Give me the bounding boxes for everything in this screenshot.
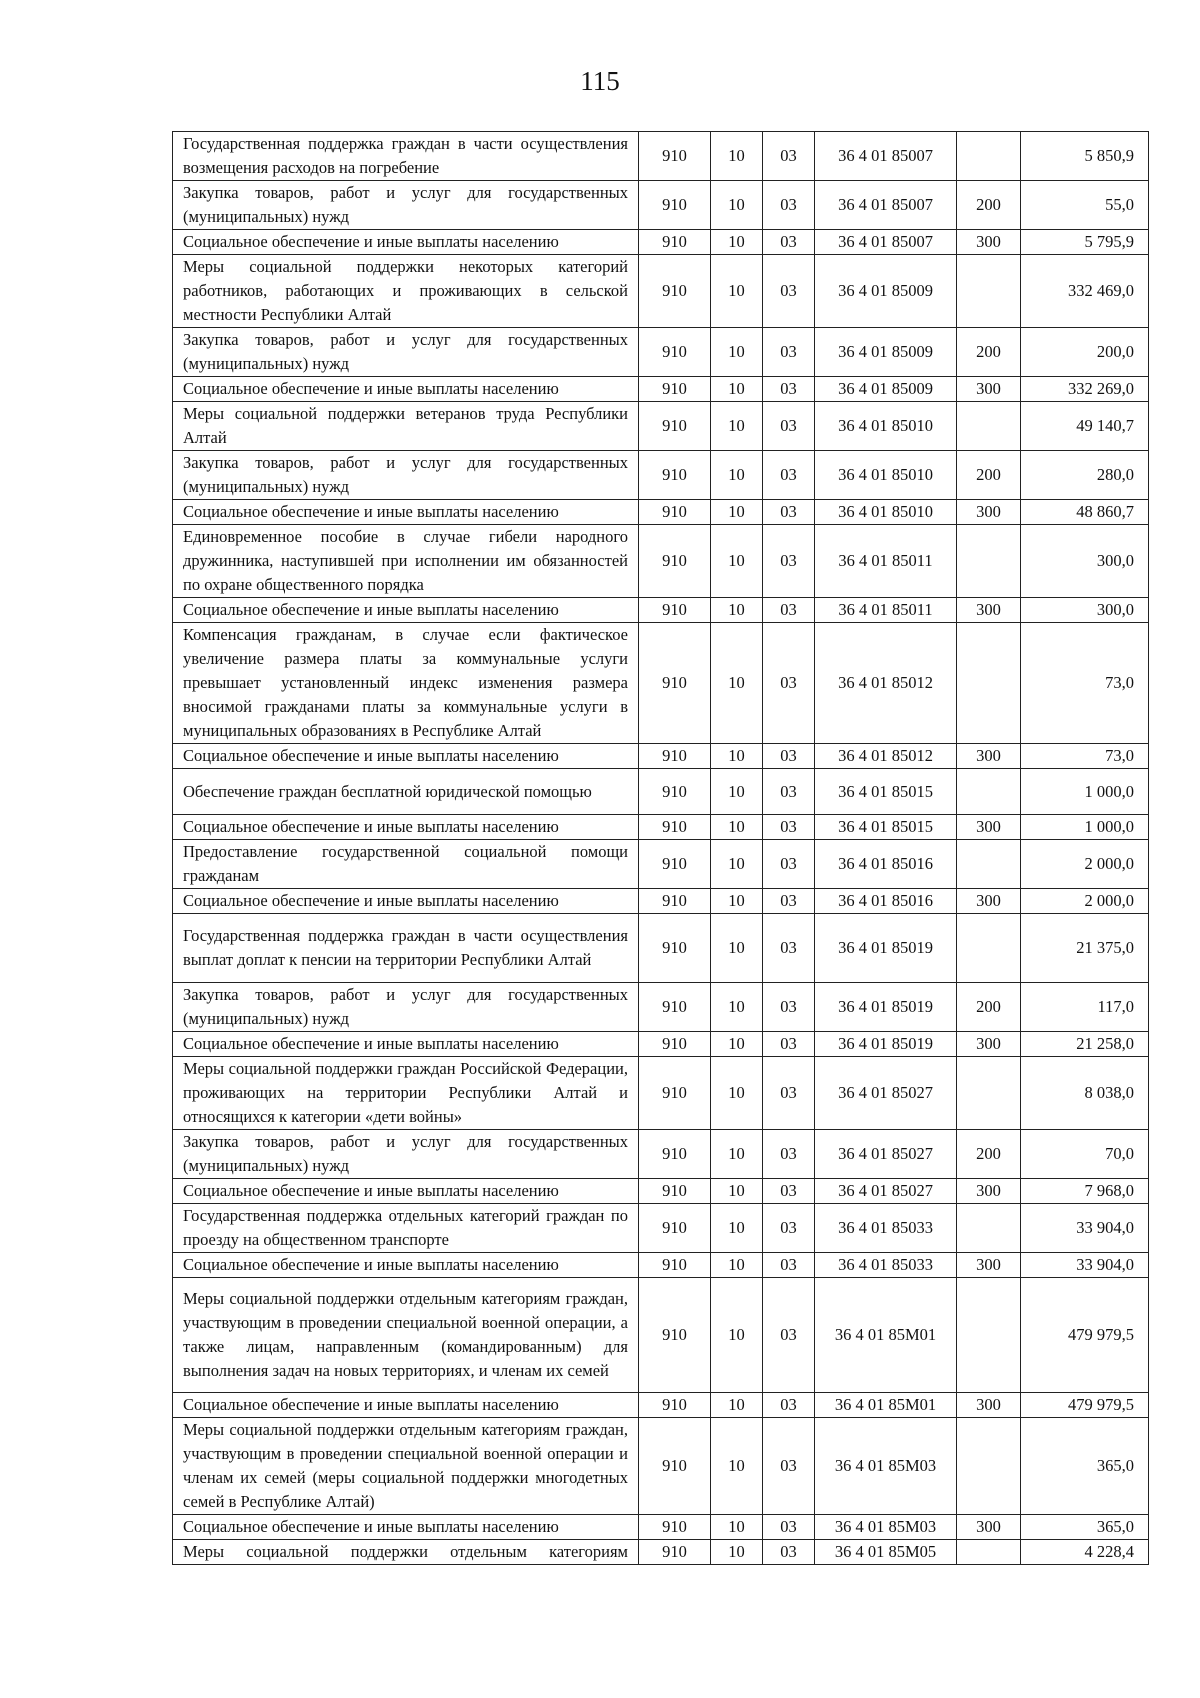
cell-description: Социальное обеспечение и иные выплаты населению — [173, 815, 639, 840]
cell-target-article: 36 4 01 85007 — [815, 181, 957, 230]
cell-section: 10 — [711, 1278, 763, 1393]
cell-section: 10 — [711, 1539, 763, 1564]
table-row — [173, 1179, 1149, 1204]
cell-grbs: 910 — [639, 1278, 711, 1393]
cell-subsection: 03 — [763, 769, 815, 815]
cell-grbs: 910 — [639, 623, 711, 744]
cell-grbs: 910 — [639, 1253, 711, 1278]
cell-expense-type — [957, 840, 1021, 889]
cell-section: 10 — [711, 744, 763, 769]
cell-grbs: 910 — [639, 377, 711, 402]
cell-description: Закупка товаров, работ и услуг для государственных (муниципальных) нужд — [173, 1130, 639, 1179]
cell-section: 10 — [711, 451, 763, 500]
cell-description: Социальное обеспечение и иные выплаты населению — [173, 1392, 639, 1417]
cell-description: Социальное обеспечение и иные выплаты населению — [173, 1032, 639, 1057]
table-row — [173, 500, 1149, 525]
cell-expense-type — [957, 1539, 1021, 1564]
table-row — [173, 328, 1149, 377]
cell-expense-type: 300 — [957, 377, 1021, 402]
cell-amount: 48 860,7 — [1021, 500, 1149, 525]
cell-grbs: 910 — [639, 1539, 711, 1564]
cell-subsection: 03 — [763, 500, 815, 525]
cell-grbs: 910 — [639, 255, 711, 328]
cell-description: Социальное обеспечение и иные выплаты населению — [173, 889, 639, 914]
cell-grbs: 910 — [639, 744, 711, 769]
cell-expense-type: 300 — [957, 815, 1021, 840]
cell-subsection: 03 — [763, 181, 815, 230]
table-row — [173, 889, 1149, 914]
cell-description: Меры социальной поддержки отдельным категориям — [173, 1539, 639, 1564]
cell-subsection: 03 — [763, 1417, 815, 1514]
table-row — [173, 840, 1149, 889]
budget-table — [172, 131, 1149, 1565]
cell-grbs: 910 — [639, 525, 711, 598]
table-row — [173, 402, 1149, 451]
cell-expense-type: 300 — [957, 230, 1021, 255]
cell-target-article: 36 4 01 85027 — [815, 1179, 957, 1204]
cell-amount: 280,0 — [1021, 451, 1149, 500]
cell-expense-type — [957, 1057, 1021, 1130]
cell-description: Социальное обеспечение и иные выплаты населению — [173, 377, 639, 402]
cell-section: 10 — [711, 815, 763, 840]
cell-section: 10 — [711, 1253, 763, 1278]
cell-target-article: 36 4 01 85015 — [815, 815, 957, 840]
cell-expense-type: 300 — [957, 1514, 1021, 1539]
cell-target-article: 36 4 01 85033 — [815, 1204, 957, 1253]
cell-section: 10 — [711, 328, 763, 377]
page-number: 115 — [580, 66, 620, 96]
cell-description: Социальное обеспечение и иные выплаты населению — [173, 230, 639, 255]
cell-subsection: 03 — [763, 1392, 815, 1417]
cell-subsection: 03 — [763, 132, 815, 181]
cell-subsection: 03 — [763, 1514, 815, 1539]
cell-section: 10 — [711, 840, 763, 889]
cell-target-article: 36 4 01 85012 — [815, 623, 957, 744]
cell-section: 10 — [711, 525, 763, 598]
cell-amount: 2 000,0 — [1021, 840, 1149, 889]
table-row — [173, 769, 1149, 815]
cell-section: 10 — [711, 1032, 763, 1057]
table-row — [173, 1032, 1149, 1057]
cell-subsection: 03 — [763, 744, 815, 769]
cell-description: Закупка товаров, работ и услуг для государственных (муниципальных) нужд — [173, 181, 639, 230]
cell-grbs: 910 — [639, 1514, 711, 1539]
cell-amount: 300,0 — [1021, 525, 1149, 598]
cell-section: 10 — [711, 598, 763, 623]
cell-grbs: 910 — [639, 500, 711, 525]
cell-expense-type: 300 — [957, 500, 1021, 525]
cell-amount: 479 979,5 — [1021, 1392, 1149, 1417]
cell-target-article: 36 4 01 85М01 — [815, 1278, 957, 1393]
cell-target-article: 36 4 01 85027 — [815, 1057, 957, 1130]
cell-section: 10 — [711, 1514, 763, 1539]
cell-target-article: 36 4 01 85011 — [815, 525, 957, 598]
cell-subsection: 03 — [763, 255, 815, 328]
table-row — [173, 1130, 1149, 1179]
cell-target-article: 36 4 01 85009 — [815, 255, 957, 328]
cell-subsection: 03 — [763, 598, 815, 623]
cell-subsection: 03 — [763, 1278, 815, 1393]
table-row — [173, 230, 1149, 255]
cell-amount: 7 968,0 — [1021, 1179, 1149, 1204]
cell-target-article: 36 4 01 85015 — [815, 769, 957, 815]
table-row — [173, 1417, 1149, 1514]
cell-amount: 5 850,9 — [1021, 132, 1149, 181]
cell-description: Закупка товаров, работ и услуг для государственных (муниципальных) нужд — [173, 451, 639, 500]
cell-subsection: 03 — [763, 983, 815, 1032]
cell-expense-type: 300 — [957, 1179, 1021, 1204]
cell-grbs: 910 — [639, 328, 711, 377]
cell-amount: 21 258,0 — [1021, 1032, 1149, 1057]
cell-amount: 300,0 — [1021, 598, 1149, 623]
cell-grbs: 910 — [639, 840, 711, 889]
cell-description: Социальное обеспечение и иные выплаты населению — [173, 500, 639, 525]
cell-expense-type — [957, 132, 1021, 181]
cell-target-article: 36 4 01 85012 — [815, 744, 957, 769]
cell-grbs: 910 — [639, 230, 711, 255]
cell-amount: 1 000,0 — [1021, 769, 1149, 815]
cell-expense-type: 300 — [957, 1392, 1021, 1417]
cell-target-article: 36 4 01 85009 — [815, 377, 957, 402]
cell-subsection: 03 — [763, 914, 815, 983]
table-row — [173, 1539, 1149, 1564]
cell-section: 10 — [711, 623, 763, 744]
cell-target-article: 36 4 01 85027 — [815, 1130, 957, 1179]
cell-expense-type: 300 — [957, 889, 1021, 914]
cell-expense-type — [957, 914, 1021, 983]
cell-target-article: 36 4 01 85010 — [815, 402, 957, 451]
cell-section: 10 — [711, 769, 763, 815]
cell-expense-type — [957, 1278, 1021, 1393]
cell-subsection: 03 — [763, 815, 815, 840]
cell-target-article: 36 4 01 85010 — [815, 500, 957, 525]
cell-target-article: 36 4 01 85М05 — [815, 1539, 957, 1564]
table-row — [173, 255, 1149, 328]
cell-expense-type — [957, 255, 1021, 328]
table-row — [173, 815, 1149, 840]
cell-grbs: 910 — [639, 983, 711, 1032]
cell-amount: 332 269,0 — [1021, 377, 1149, 402]
cell-amount: 21 375,0 — [1021, 914, 1149, 983]
cell-grbs: 910 — [639, 1057, 711, 1130]
cell-subsection: 03 — [763, 1539, 815, 1564]
cell-description: Государственная поддержка отдельных категорий граждан по проезду на общественном транспорте — [173, 1204, 639, 1253]
table-row — [173, 623, 1149, 744]
cell-target-article: 36 4 01 85019 — [815, 983, 957, 1032]
cell-grbs: 910 — [639, 1179, 711, 1204]
cell-section: 10 — [711, 914, 763, 983]
cell-amount: 49 140,7 — [1021, 402, 1149, 451]
cell-amount: 73,0 — [1021, 623, 1149, 744]
table-row — [173, 132, 1149, 181]
cell-grbs: 910 — [639, 598, 711, 623]
table-row — [173, 1057, 1149, 1130]
cell-subsection: 03 — [763, 1032, 815, 1057]
cell-description: Социальное обеспечение и иные выплаты населению — [173, 1514, 639, 1539]
cell-expense-type: 300 — [957, 1032, 1021, 1057]
cell-expense-type: 200 — [957, 1130, 1021, 1179]
cell-amount: 73,0 — [1021, 744, 1149, 769]
cell-expense-type: 300 — [957, 598, 1021, 623]
cell-target-article: 36 4 01 85010 — [815, 451, 957, 500]
table-row — [173, 1514, 1149, 1539]
cell-section: 10 — [711, 889, 763, 914]
cell-target-article: 36 4 01 85009 — [815, 328, 957, 377]
table-row — [173, 598, 1149, 623]
cell-section: 10 — [711, 255, 763, 328]
cell-section: 10 — [711, 1130, 763, 1179]
cell-description: Меры социальной поддержки отдельным категориям граждан, участвующим в проведении специальной военной операции, а также лицам, направленным (командированным) для выполнения задач на новых территориях, и членам их семей — [173, 1278, 639, 1393]
cell-subsection: 03 — [763, 1253, 815, 1278]
cell-grbs: 910 — [639, 1130, 711, 1179]
cell-grbs: 910 — [639, 451, 711, 500]
cell-description: Меры социальной поддержки некоторых категорий работников, работающих и проживающих в сельской местности Республики Алтай — [173, 255, 639, 328]
cell-subsection: 03 — [763, 840, 815, 889]
table-row — [173, 181, 1149, 230]
cell-amount: 4 228,4 — [1021, 1539, 1149, 1564]
table-body — [173, 132, 1149, 1565]
table-row — [173, 377, 1149, 402]
cell-amount: 365,0 — [1021, 1514, 1149, 1539]
cell-subsection: 03 — [763, 889, 815, 914]
cell-section: 10 — [711, 500, 763, 525]
cell-expense-type — [957, 623, 1021, 744]
cell-grbs: 910 — [639, 914, 711, 983]
cell-grbs: 910 — [639, 181, 711, 230]
cell-section: 10 — [711, 1417, 763, 1514]
cell-grbs: 910 — [639, 889, 711, 914]
cell-description: Обеспечение граждан бесплатной юридической помощью — [173, 769, 639, 815]
table-row — [173, 451, 1149, 500]
cell-subsection: 03 — [763, 1130, 815, 1179]
table-row — [173, 1278, 1149, 1393]
cell-subsection: 03 — [763, 1057, 815, 1130]
cell-target-article: 36 4 01 85016 — [815, 840, 957, 889]
cell-description: Единовременное пособие в случае гибели народного дружинника, наступившей при исполнении им обязанностей по охране общественного порядка — [173, 525, 639, 598]
cell-amount: 1 000,0 — [1021, 815, 1149, 840]
cell-subsection: 03 — [763, 230, 815, 255]
cell-expense-type — [957, 769, 1021, 815]
cell-subsection: 03 — [763, 451, 815, 500]
cell-description: Меры социальной поддержки граждан Российской Федерации, проживающих на территории Республики Алтай и относящихся к категории «дети войны» — [173, 1057, 639, 1130]
cell-grbs: 910 — [639, 1032, 711, 1057]
cell-expense-type: 200 — [957, 328, 1021, 377]
cell-amount: 5 795,9 — [1021, 230, 1149, 255]
cell-grbs: 910 — [639, 402, 711, 451]
table-row — [173, 1204, 1149, 1253]
cell-amount: 70,0 — [1021, 1130, 1149, 1179]
cell-section: 10 — [711, 983, 763, 1032]
cell-target-article: 36 4 01 85033 — [815, 1253, 957, 1278]
cell-description: Социальное обеспечение и иные выплаты населению — [173, 598, 639, 623]
cell-grbs: 910 — [639, 815, 711, 840]
cell-subsection: 03 — [763, 1204, 815, 1253]
cell-grbs: 910 — [639, 132, 711, 181]
cell-grbs: 910 — [639, 769, 711, 815]
table-row — [173, 914, 1149, 983]
cell-grbs: 910 — [639, 1392, 711, 1417]
cell-amount: 200,0 — [1021, 328, 1149, 377]
cell-expense-type — [957, 525, 1021, 598]
cell-amount: 2 000,0 — [1021, 889, 1149, 914]
cell-amount: 117,0 — [1021, 983, 1149, 1032]
cell-amount: 332 469,0 — [1021, 255, 1149, 328]
cell-grbs: 910 — [639, 1417, 711, 1514]
cell-expense-type: 200 — [957, 983, 1021, 1032]
table-row — [173, 744, 1149, 769]
cell-amount: 55,0 — [1021, 181, 1149, 230]
cell-section: 10 — [711, 1204, 763, 1253]
cell-section: 10 — [711, 1179, 763, 1204]
cell-description: Закупка товаров, работ и услуг для государственных (муниципальных) нужд — [173, 328, 639, 377]
cell-subsection: 03 — [763, 1179, 815, 1204]
cell-expense-type — [957, 1204, 1021, 1253]
cell-target-article: 36 4 01 85М01 — [815, 1392, 957, 1417]
cell-expense-type: 300 — [957, 1253, 1021, 1278]
cell-target-article: 36 4 01 85М03 — [815, 1514, 957, 1539]
cell-description: Государственная поддержка граждан в части осуществления возмещения расходов на погребение — [173, 132, 639, 181]
table-row — [173, 1392, 1149, 1417]
cell-target-article: 36 4 01 85016 — [815, 889, 957, 914]
cell-subsection: 03 — [763, 402, 815, 451]
cell-description: Социальное обеспечение и иные выплаты населению — [173, 744, 639, 769]
cell-description: Предоставление государственной социальной помощи гражданам — [173, 840, 639, 889]
cell-target-article: 36 4 01 85019 — [815, 1032, 957, 1057]
table-row — [173, 1253, 1149, 1278]
cell-target-article: 36 4 01 85007 — [815, 230, 957, 255]
cell-subsection: 03 — [763, 525, 815, 598]
cell-description: Компенсация гражданам, в случае если фактическое увеличение размера платы за коммунальные услуги превышает установленный индекс изменения размера вносимой гражданами платы за коммунальные услуги в муниципальных образованиях в Республике Алтай — [173, 623, 639, 744]
cell-section: 10 — [711, 1057, 763, 1130]
cell-expense-type: 300 — [957, 744, 1021, 769]
cell-target-article: 36 4 01 85011 — [815, 598, 957, 623]
cell-description: Меры социальной поддержки отдельным категориям граждан, участвующим в проведении специальной военной операции и членам их семей (меры социальной поддержки многодетных семей в Республике Алтай) — [173, 1417, 639, 1514]
cell-target-article: 36 4 01 85019 — [815, 914, 957, 983]
cell-subsection: 03 — [763, 328, 815, 377]
table-row — [173, 983, 1149, 1032]
cell-amount: 33 904,0 — [1021, 1204, 1149, 1253]
cell-amount: 365,0 — [1021, 1417, 1149, 1514]
cell-description: Социальное обеспечение и иные выплаты населению — [173, 1253, 639, 1278]
cell-section: 10 — [711, 1392, 763, 1417]
cell-amount: 8 038,0 — [1021, 1057, 1149, 1130]
cell-subsection: 03 — [763, 623, 815, 744]
cell-description: Меры социальной поддержки ветеранов труда Республики Алтай — [173, 402, 639, 451]
cell-expense-type — [957, 402, 1021, 451]
cell-target-article: 36 4 01 85М03 — [815, 1417, 957, 1514]
cell-section: 10 — [711, 402, 763, 451]
cell-subsection: 03 — [763, 377, 815, 402]
cell-amount: 479 979,5 — [1021, 1278, 1149, 1393]
cell-expense-type: 200 — [957, 181, 1021, 230]
cell-section: 10 — [711, 377, 763, 402]
cell-section: 10 — [711, 230, 763, 255]
cell-description: Закупка товаров, работ и услуг для государственных (муниципальных) нужд — [173, 983, 639, 1032]
cell-grbs: 910 — [639, 1204, 711, 1253]
cell-section: 10 — [711, 132, 763, 181]
cell-section: 10 — [711, 181, 763, 230]
table-row — [173, 525, 1149, 598]
cell-description: Государственная поддержка граждан в части осуществления выплат доплат к пенсии на территории Республики Алтай — [173, 914, 639, 983]
cell-description: Социальное обеспечение и иные выплаты населению — [173, 1179, 639, 1204]
cell-expense-type — [957, 1417, 1021, 1514]
cell-target-article: 36 4 01 85007 — [815, 132, 957, 181]
cell-expense-type: 200 — [957, 451, 1021, 500]
cell-amount: 33 904,0 — [1021, 1253, 1149, 1278]
